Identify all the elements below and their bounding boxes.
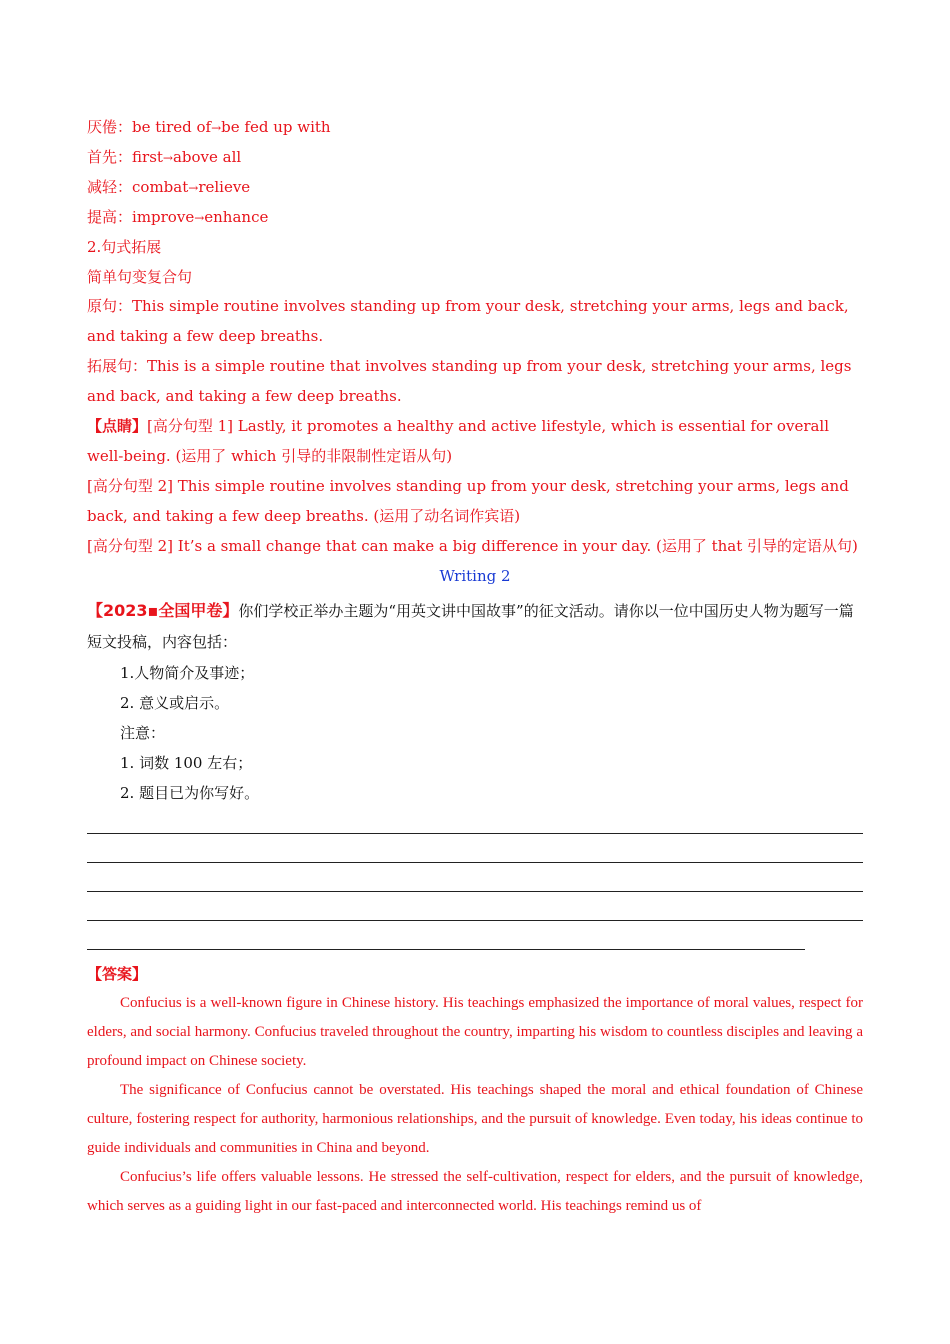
task-prompt: 【2023▪全国甲卷】你们学校正举办主题为“用英文讲中国故事”的征文活动。请你以一位中国历史人物为题写一篇短文投稿，内容包括： [87, 601, 854, 651]
arrow-icon: → [211, 121, 222, 135]
answer-lines [87, 811, 863, 956]
expanded-sentence: 拓展句：This is a simple routine that involves standing up from your desk, stretching your arms, legs and back, and taking a few deep breaths. [87, 357, 852, 405]
arrow-icon: → [188, 181, 199, 195]
highlight-label: 【点睛】 [87, 417, 148, 435]
task-item: 注意： [120, 724, 166, 742]
task-item: 1.人物简介及事迹； [120, 664, 255, 682]
task-item: 2. 意义或启示。 [120, 694, 230, 712]
task-item: 1. 词数 100 左右； [120, 754, 253, 772]
answer-line[interactable] [87, 811, 863, 840]
section-heading: 2.句式拓展 [87, 238, 162, 256]
task-item: 2. 题目已为你写好。 [120, 784, 260, 802]
answer-paragraph: Confucius’s life offers valuable lessons. He stressed the self-cultivation, respect for elders, and the pursuit of knowledge, which serves as a guiding light in our fast-paced and interconnected world. His teachings remind us of [87, 1169, 863, 1214]
vocab-item: 首先：first→above all [87, 148, 242, 166]
arrow-icon: → [162, 151, 173, 165]
answer-paragraph: Confucius is a well-known figure in Chinese history. His teachings emphasized the importance of moral values, respect for elders, and social harmony. Confucius traveled throughout the country, imparting his wisdom to countless disciples and leaving a profound impact on Chinese society. [87, 995, 863, 1069]
highlight-2: [高分句型 2] This simple routine involves standing up from your desk, stretching your arms, legs and back, and taking a few deep breaths. (运用了动名词作宾语) [87, 477, 849, 525]
vocab-item: 厌倦：be tired of→be fed up with [87, 118, 331, 136]
answer-paragraph: The significance of Confucius cannot be overstated. His teachings shaped the moral and ethical foundation of Chinese culture, fostering respect for authority, harmonious relationships, and the pursuit of knowledge. Even today, his ideas continue to guide individuals and communities in China and beyond. [87, 1082, 863, 1156]
answer-label: 【答案】 [87, 965, 148, 983]
vocab-item: 减轻：combat→relieve [87, 178, 251, 196]
answer-line[interactable] [87, 898, 863, 927]
task-tag: 【2023▪全国甲卷】 [87, 601, 239, 620]
answer-line[interactable] [87, 869, 863, 898]
document-page [87, 112, 863, 1221]
answer-line[interactable] [87, 840, 863, 869]
arrow-icon: → [194, 211, 205, 225]
answer-line[interactable] [87, 927, 863, 956]
highlight-3: [高分句型 2] It’s a small change that can make a big difference in your day. (运用了 that 引导的定语从句) [87, 537, 858, 555]
highlight-1: 【点睛】[高分句型 1] Lastly, it promotes a healthy and active lifestyle, which is essential for overall well-being. (运用了 which 引导的非限制性定语从句) [87, 417, 830, 465]
vocab-item: 提高：improve→enhance [87, 208, 269, 226]
original-sentence: 原句：This simple routine involves standing up from your desk, stretching your arms, legs and back, and taking a few deep breaths. [87, 297, 849, 345]
section-subheading: 简单句变复合句 [87, 268, 193, 286]
writing-title: Writing 2 [439, 567, 511, 585]
